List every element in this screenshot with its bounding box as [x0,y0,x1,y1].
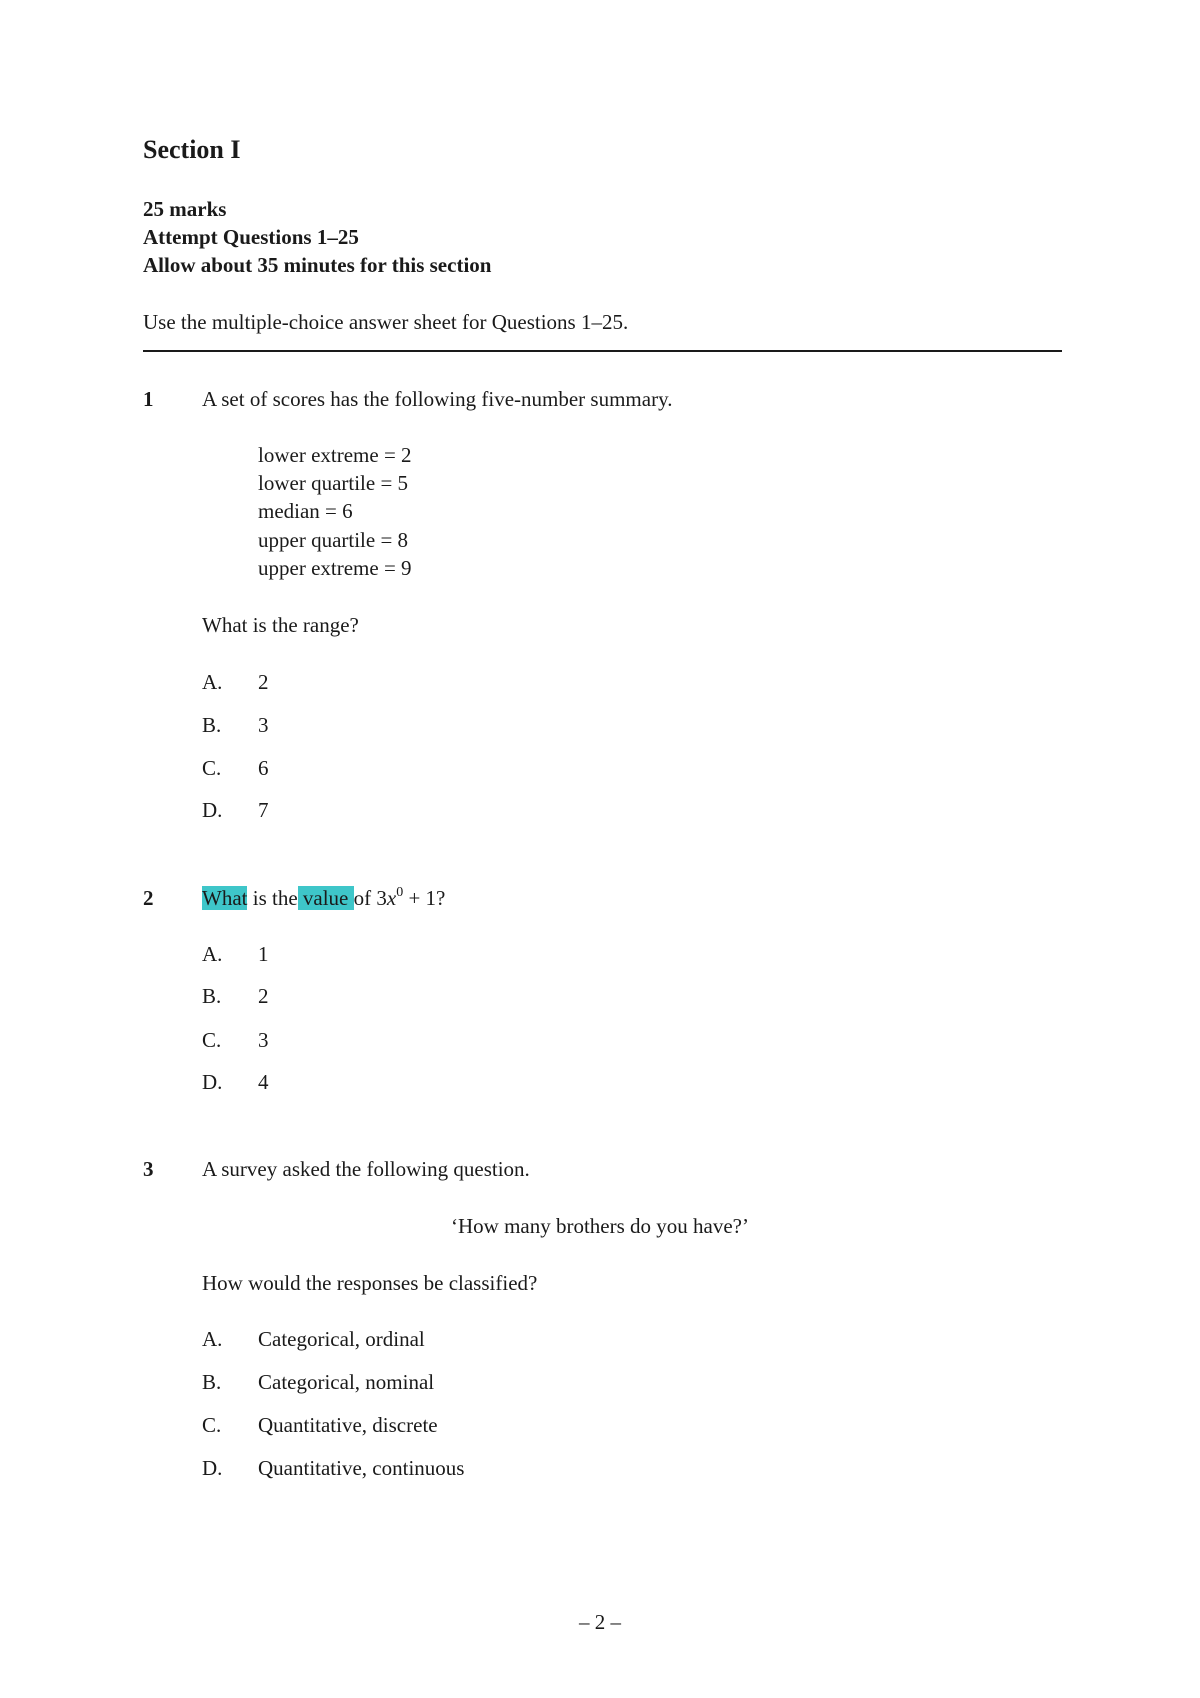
q2-option-c-text[interactable]: 3 [258,1028,269,1052]
expr-exponent: 0 [396,885,404,900]
q1-option-c-text[interactable]: 6 [258,756,269,780]
question-3-prompt: How would the responses be classified? [202,1271,538,1295]
highlight-value: value [297,886,354,910]
q3-option-c-text[interactable]: Quantitative, discrete [258,1413,438,1437]
q3-option-a-text[interactable]: Categorical, ordinal [258,1327,425,1351]
highlight-what: What [202,886,248,910]
summary-lower-quartile: lower quartile = 5 [258,471,409,495]
section-title: Section I [143,135,241,164]
summary-lower-extreme: lower extreme = 2 [258,443,412,467]
q1-option-b-text[interactable]: 3 [258,713,269,737]
q3-option-a-letter[interactable]: A. [202,1327,223,1351]
question-3-intro: A survey asked the following question. [202,1157,530,1181]
q3-option-b-letter[interactable]: B. [202,1370,222,1394]
text-is-the: is the [247,886,298,910]
text-of: of [353,886,377,910]
question-2-text [202,885,445,911]
q2-option-a-text[interactable]: 1 [258,942,269,966]
attempt-label: Attempt Questions 1–25 [143,225,359,249]
q3-option-c-letter[interactable]: C. [202,1413,222,1437]
page-number: – 2 – [579,1610,621,1634]
survey-quote: ‘How many brothers do you have?’ [451,1214,749,1238]
q1-option-a-text[interactable]: 2 [258,670,269,694]
summary-upper-extreme: upper extreme = 9 [258,556,412,580]
question-1-prompt: What is the range? [202,613,359,637]
expr-rest: + 1? [403,886,446,910]
q2-option-d-letter[interactable]: D. [202,1070,223,1094]
summary-median: median = 6 [258,499,353,523]
q2-option-a-letter[interactable]: A. [202,942,223,966]
q1-option-c-letter[interactable]: C. [202,756,222,780]
question-3-number: 3 [143,1157,154,1181]
q3-option-b-text[interactable]: Categorical, nominal [258,1370,435,1394]
question-2-number: 2 [143,886,154,910]
q2-option-c-letter[interactable]: C. [202,1028,222,1052]
q2-option-d-text[interactable]: 4 [258,1070,269,1094]
q2-option-b-letter[interactable]: B. [202,984,222,1008]
q1-option-b-letter[interactable]: B. [202,713,222,737]
expr-variable: x [386,886,397,910]
section-divider [143,350,1062,352]
marks-label: 25 marks [143,197,227,221]
q2-option-b-text[interactable]: 2 [258,984,269,1008]
question-1-intro: A set of scores has the following five-number summary. [202,387,673,411]
q1-option-d-letter[interactable]: D. [202,798,223,822]
question-1-number: 1 [143,387,154,411]
q1-option-d-text[interactable]: 7 [258,798,269,822]
expr-coefficient: 3 [376,886,387,910]
q3-option-d-letter[interactable]: D. [202,1456,223,1480]
instruction-text: Use the multiple-choice answer sheet for Questions 1–25. [143,310,629,334]
q1-option-a-letter[interactable]: A. [202,670,223,694]
q3-option-d-text[interactable]: Quantitative, continuous [258,1456,465,1480]
summary-upper-quartile: upper quartile = 8 [258,528,409,552]
allow-time-label: Allow about 35 minutes for this section [143,253,492,277]
